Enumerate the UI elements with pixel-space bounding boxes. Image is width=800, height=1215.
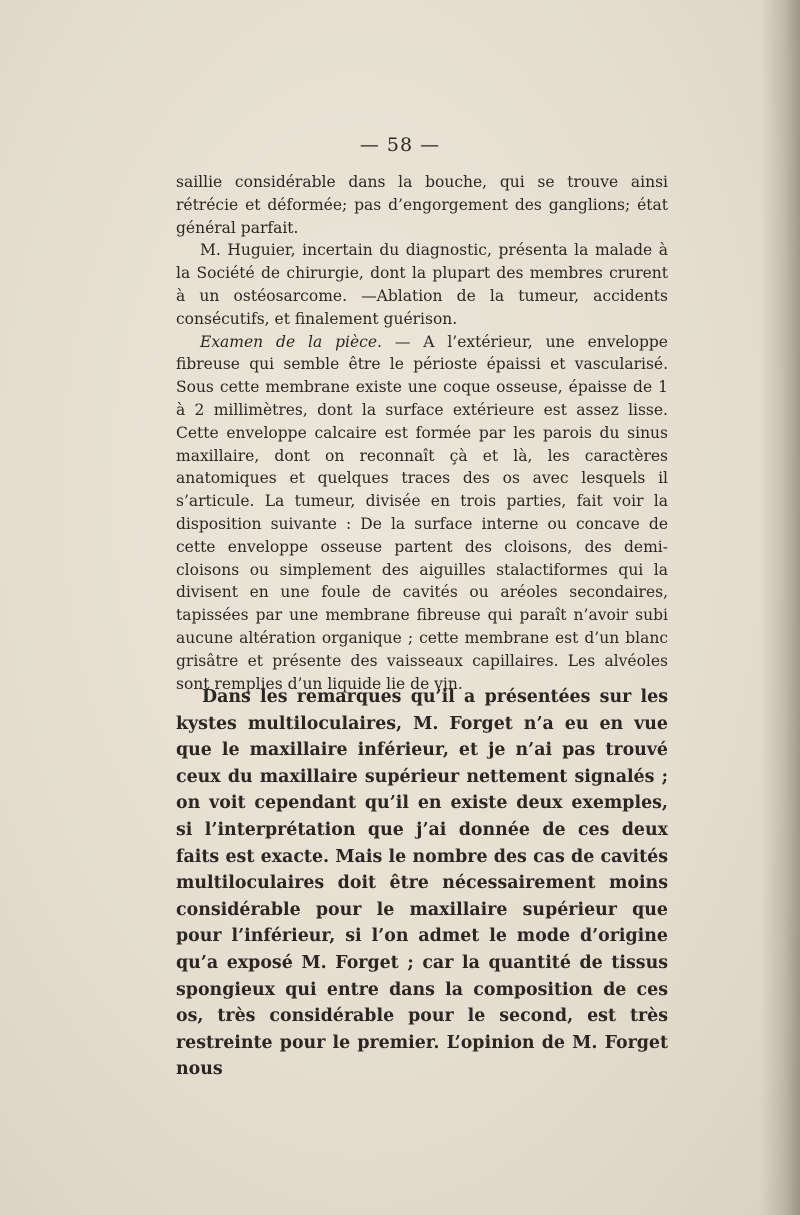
main-discussion (176, 684, 668, 1083)
case-description (176, 171, 668, 695)
page-number: — 58 — (359, 134, 441, 156)
paragraph-surgery: M. Huguier, incertain du diagnostic, présenta la malade à la Société de chirurgie, dont la plupart des membres crurent à un ostéosarcome. —Ablation de la tumeur, accidents consécutifs, et finalement guérison. (176, 241, 668, 328)
examination-heading: Examen de la pièce. — (200, 332, 411, 351)
page-edge-shadow (760, 0, 800, 1215)
examination-text: A l’extérieur, une enveloppe fibreuse qui semble être le périoste épaissi et vascularisé. Sous cette membrane existe une coque osseuse, épaisse de 1 à 2 millimètres, dont la surface extérieure est assez lisse. Cette enveloppe calcaire est formée par les parois du sinus maxillaire, dont on reconnaît çà et là, les caractères anatomiques et quelques traces des os avec lesquels il s’articule. La tumeur, divisée en trois parties, fait voir la disposition suivante : De la surface interne ou concave de cette enveloppe osseuse partent des cloisons, des demi-cloisons ou simplement des aiguilles stalactiformes qui la divisent en une foule de cavités ou aréoles secondaires, tapissées par une membrane fibreuse qui paraît n’avoir subi aucune altération organique ; cette membrane est d’un blanc grisâtre et présente des vaisseaux capillaires. Les alvéoles sont remplies d’un liquide lie de vin. (176, 332, 668, 693)
paragraph-continuation: saillie considérable dans la bouche, qui se trouve ainsi rétrécie et déformée; pas d’engorgement des ganglions; état général parfait. (176, 173, 668, 237)
paragraph-examination (176, 331, 668, 696)
paragraph-discussion: Dans les remarques qu’il a présentées sur les kystes multiloculaires, M. Forget n’a eu en vue que le maxillaire inférieur, et je n’ai pas trouvé ceux du maxillaire supérieur nettement signalés ; on voit cependant qu’il en existe deux exemples, si l’interprétation que j’ai donnée de ces deux faits est exacte. Mais le nombre des cas de cavités multiloculaires doit être nécessairement moins considérable pour le maxillaire supérieur que pour l’inférieur, si l’on admet le mode d’origine qu’a exposé M. Forget ; car la quantité de tissus spongieux qui entre dans la composition de ces os, très considérable pour le second, est très restreinte pour le premier. L’opinion de M. Forget nous (176, 687, 668, 1080)
